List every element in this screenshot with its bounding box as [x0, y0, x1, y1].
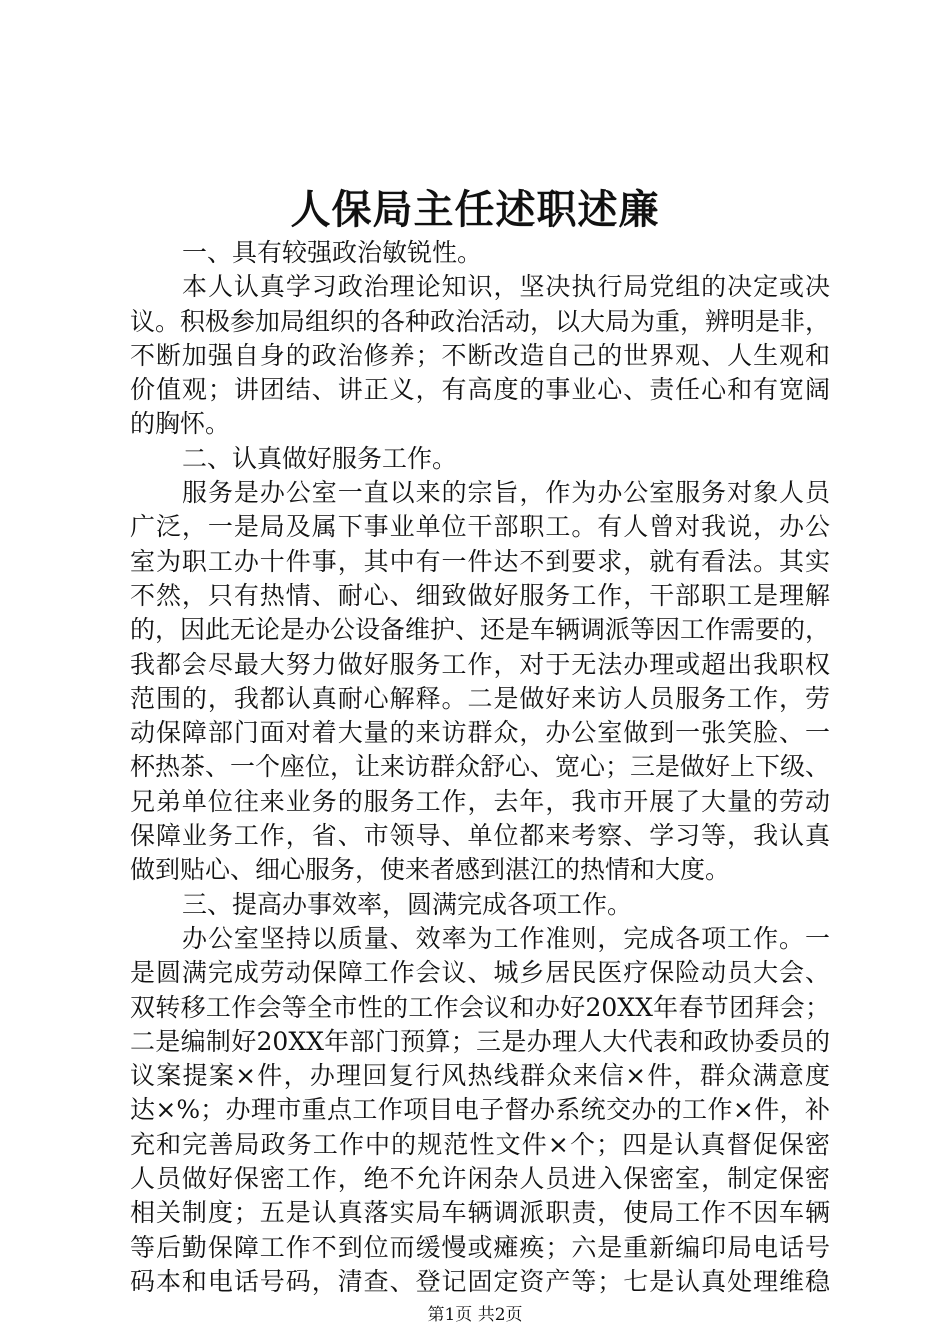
paragraph-line: 广泛，一是局及属下事业单位干部职工。有人曾对我说，办公 [130, 512, 830, 542]
paragraph-line: 人员做好保密工作，绝不允许闲杂人员进入保密室，制定保密 [130, 1164, 830, 1194]
document-body [130, 236, 830, 1299]
paragraph-line: 保障业务工作，省、市领导、单位都来考察、学习等，我认真 [130, 821, 830, 851]
paragraph-line: 动保障部门面对着大量的来访群众，办公室做到一张笑脸、一 [130, 718, 830, 748]
paragraph-line: 双转移工作会等全市性的工作会议和办好20XX年春节团拜会； [130, 992, 830, 1022]
document-title: 人保局主任述职述廉 [290, 186, 660, 233]
paragraph-line: 兄弟单位往来业务的服务工作，去年，我市开展了大量的劳动 [130, 786, 830, 816]
paragraph-line: 价值观；讲团结、讲正义，有高度的事业心、责任心和有宽阔 [130, 375, 830, 405]
paragraph-line: 充和完善局政务工作中的规范性文件×个；四是认真督促保密 [130, 1129, 830, 1159]
section-heading-3: 三、提高办事效率，圆满完成各项工作。 [182, 889, 633, 919]
paragraph-line: 本人认真学习政治理论知识，坚决执行局党组的决定或决 [182, 272, 830, 302]
paragraph-line: 办公室坚持以质量、效率为工作准则，完成各项工作。一 [182, 923, 830, 953]
paragraph-line: 议。积极参加局组织的各种政治活动，以大局为重，辨明是非， [130, 306, 830, 336]
paragraph-line: 码本和电话号码，清查、登记固定资产等；七是认真处理维稳 [130, 1266, 830, 1296]
paragraph-line: 是圆满完成劳动保障工作会议、城乡居民医疗保险动员大会、 [130, 958, 830, 988]
paragraph-line: 不断加强自身的政治修养；不断改造自己的世界观、人生观和 [130, 340, 830, 370]
paragraph-line: 不然，只有热情、耐心、细致做好服务工作，干部职工是理解 [130, 580, 830, 610]
paragraph-line: 杯热茶、一个座位，让来访群众舒心、宽心；三是做好上下级、 [130, 752, 830, 782]
paragraph-line: 相关制度；五是认真落实局车辆调派职责，使局工作不因车辆 [130, 1198, 830, 1228]
paragraph-line: 室为职工办十件事，其中有一件达不到要求，就有看法。其实 [130, 546, 830, 576]
paragraph-line: 范围的，我都认真耐心解释。二是做好来访人员服务工作，劳 [130, 683, 830, 713]
section-heading-1: 一、具有较强政治敏锐性。 [182, 238, 483, 267]
paragraph-line: 二是编制好20XX年部门预算；三是办理人大代表和政协委员的 [130, 1026, 830, 1056]
paragraph-line: 达×%；办理市重点工作项目电子督办系统交办的工作×件，补 [130, 1095, 830, 1125]
paragraph-line: 做到贴心、细心服务，使来者感到湛江的热情和大度。 [130, 855, 731, 885]
paragraph-line: 等后勤保障工作不到位而缓慢或瘫痪；六是重新编印局电话号 [130, 1232, 830, 1262]
page-footer: 第1页 共2页 [427, 1305, 523, 1325]
paragraph-line: 的，因此无论是办公设备维护、还是车辆调派等因工作需要的， [130, 615, 830, 645]
section-heading-2: 二、认真做好服务工作。 [182, 443, 458, 473]
paragraph-line: 服务是办公室一直以来的宗旨，作为办公室服务对象人员 [182, 478, 830, 508]
paragraph-line: 我都会尽最大努力做好服务工作，对于无法办理或超出我职权 [130, 649, 830, 679]
paragraph-line: 的胸怀。 [130, 409, 231, 439]
paragraph-line: 议案提案×件，办理回复行风热线群众来信×件，群众满意度 [130, 1061, 830, 1091]
